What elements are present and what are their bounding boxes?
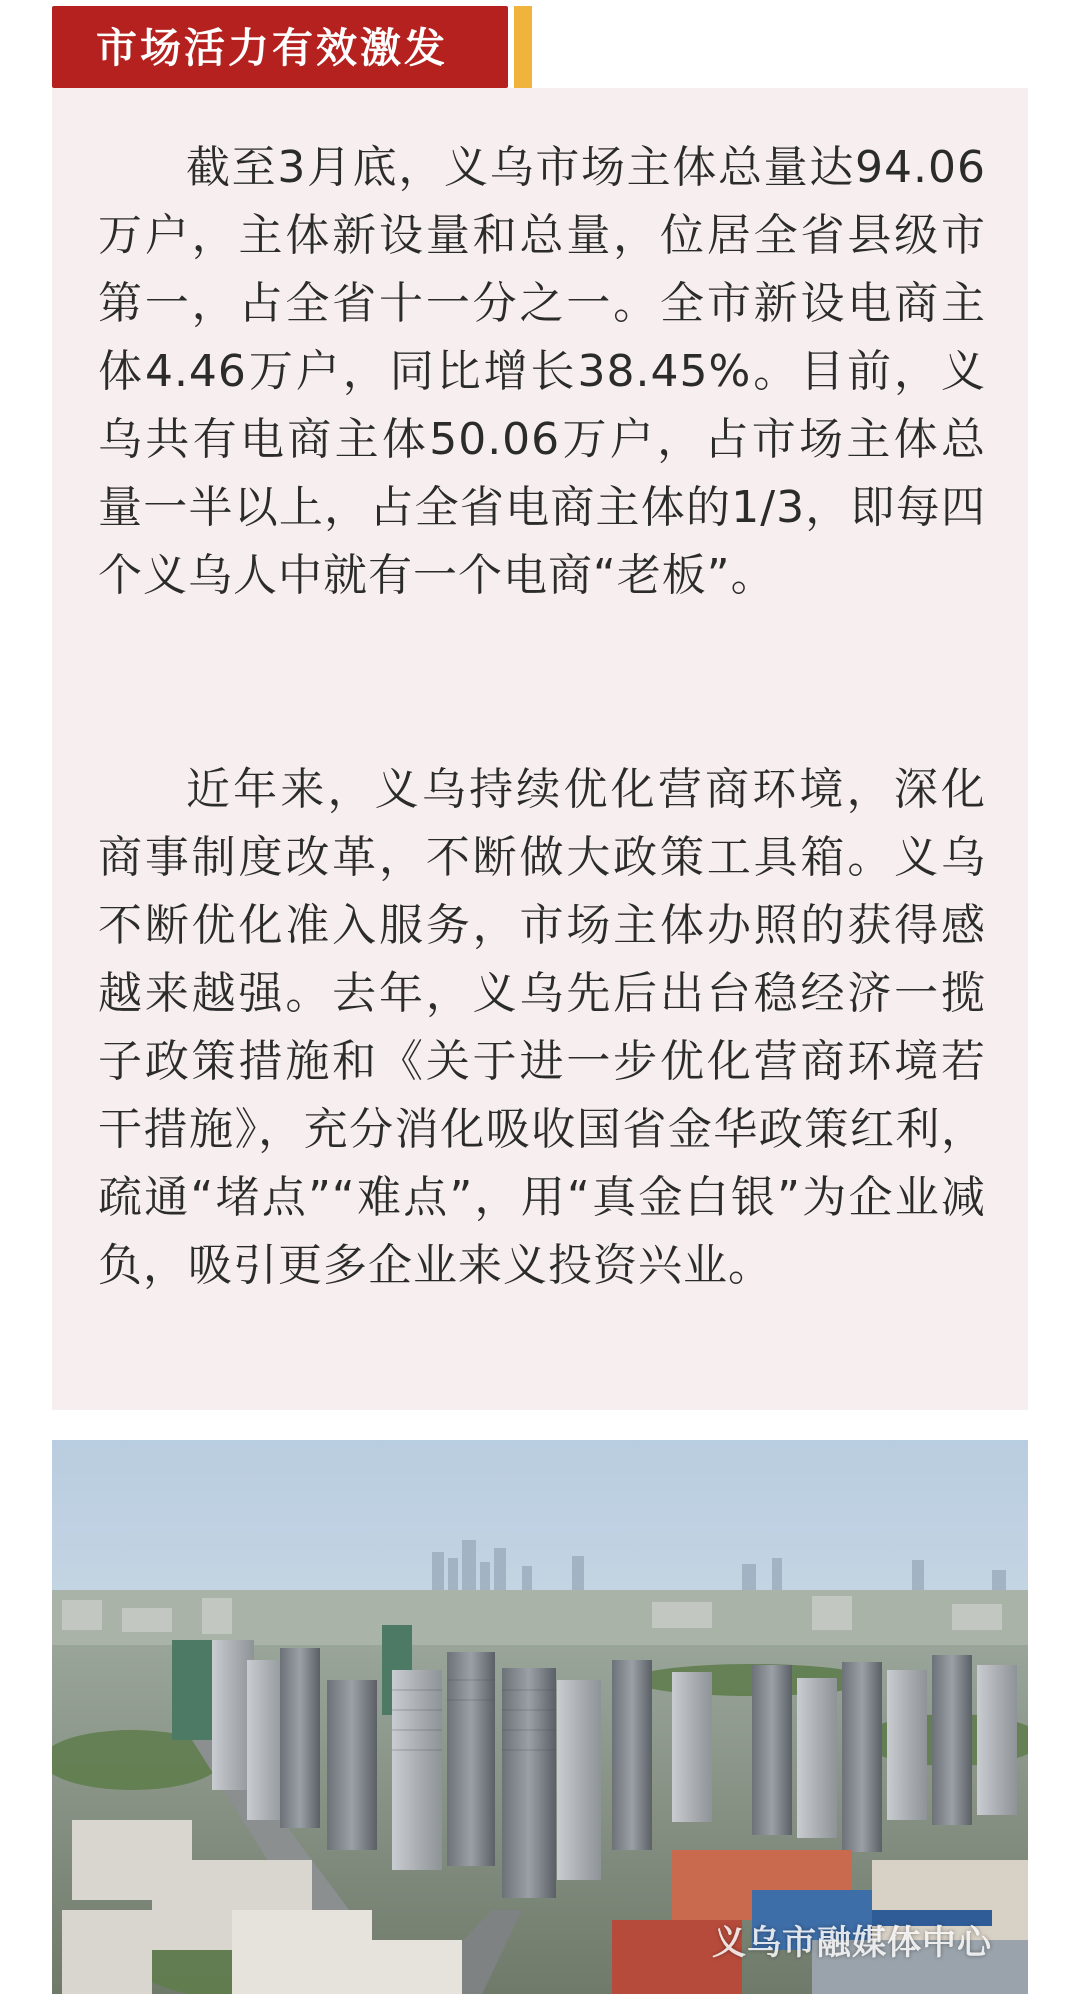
section-heading-banner <box>52 6 508 88</box>
city-skyline-illustration <box>52 1440 1028 1994</box>
photo-watermark: 义乌市融媒体中心 <box>712 1923 992 1963</box>
paragraph-2: 近年来，义乌持续优化营商环境，深化商事制度改革，不断做大政策工具箱。义乌不断优化准入服务，市场主体办照的获得感越来越强。去年，义乌先后出台稳经济一揽子政策措施和《关于进一步优化营商环境若干措施》，充分消化吸收国省金华政策红利，疏通“堵点”“难点”，用“真金白银”为企业减负，吸引更多企业来义投资兴业。 <box>98 764 986 1291</box>
city-skyline-photo <box>52 1440 1028 1994</box>
paragraph-1: 截至3月底，义乌市场主体总量达94.06万户，主体新设量和总量，位居全省县级市第一，占全省十一分之一。全市新设电商主体4.46万户，同比增长38.45%。目前，义乌共有电商主体50.06万户，占市场主体总量一半以上，占全省电商主体的1/3，即每四个义乌人中就有一个电商“老板”。 <box>98 142 986 601</box>
banner-accent-bar <box>514 6 532 88</box>
article-text-panel <box>52 88 1028 1410</box>
section-title: 市场活力有效激发 <box>96 24 448 72</box>
